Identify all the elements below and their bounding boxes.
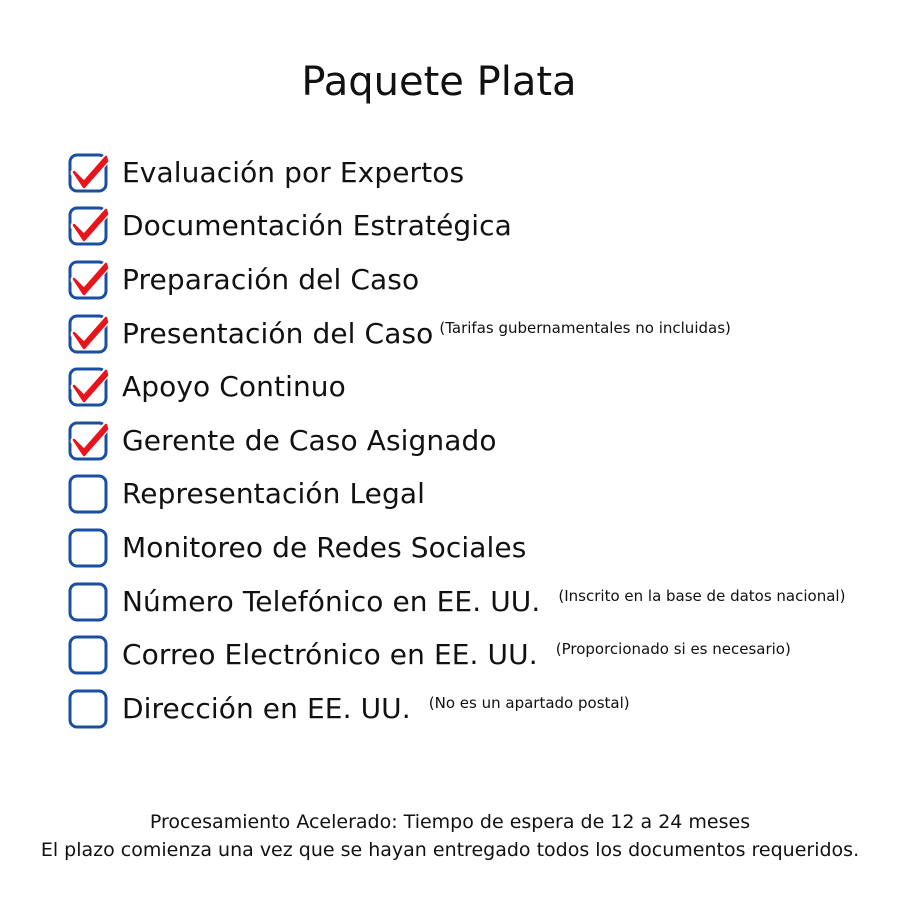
item-label: Gerente de Caso Asignado — [122, 423, 497, 457]
list-item — [68, 146, 845, 200]
checkbox[interactable] — [68, 206, 108, 246]
list-item — [68, 628, 845, 682]
item-label: Preparación del Caso — [122, 262, 420, 296]
checkbox-empty-icon — [68, 528, 108, 568]
item-label: Correo Electrónico en EE. UU. — [122, 638, 538, 672]
list-item — [68, 253, 845, 307]
list-item — [68, 414, 845, 468]
checkbox-frame — [70, 691, 106, 727]
checkbox-frame — [70, 637, 106, 673]
item-note: (Tarifas gubernamentales no incluidas) — [439, 318, 731, 337]
item-label: Documentación Estratégica — [122, 209, 512, 243]
list-item — [68, 468, 845, 522]
item-label: Apoyo Continuo — [122, 370, 346, 404]
checkbox-frame — [70, 530, 106, 566]
checkbox-empty-icon — [68, 635, 108, 675]
checkbox-checked-icon — [68, 367, 108, 407]
checkbox[interactable] — [68, 314, 108, 354]
item-label: Presentación del Caso — [122, 316, 434, 350]
checkbox[interactable] — [68, 367, 108, 407]
checkbox-frame — [70, 476, 106, 512]
item-note: (Proporcionado si es necesario) — [555, 640, 791, 659]
checkbox-checked-icon — [68, 206, 108, 246]
checkbox[interactable] — [68, 421, 108, 461]
footer-line-processing: Procesamiento Acelerado: Tiempo de espera de 12 a 24 meses — [149, 811, 751, 833]
list-item — [68, 682, 845, 736]
list-item — [68, 521, 845, 575]
item-label: Monitoreo de Redes Sociales — [122, 530, 527, 564]
item-note: (Inscrito en la base de datos nacional) — [558, 586, 846, 605]
checkbox-empty-icon — [68, 582, 108, 622]
page-title: Paquete Plata — [301, 59, 577, 105]
list-item — [68, 307, 845, 361]
item-label: Número Telefónico en EE. UU. — [122, 584, 541, 618]
checkbox[interactable] — [68, 260, 108, 300]
footer — [0, 808, 900, 864]
checkbox[interactable] — [68, 689, 108, 729]
checkbox-checked-icon — [68, 153, 108, 193]
list-item — [68, 575, 845, 629]
checkbox-checked-icon — [68, 314, 108, 354]
feature-checklist — [68, 146, 845, 736]
item-label: Representación Legal — [122, 477, 426, 511]
list-item — [68, 360, 845, 414]
checkbox-empty-icon — [68, 689, 108, 729]
footer-line-timeline: El plazo comienza una vez que se hayan entregado todos los documentos requeridos. — [40, 839, 860, 861]
checkbox[interactable] — [68, 153, 108, 193]
checkbox[interactable] — [68, 474, 108, 514]
checkbox-checked-icon — [68, 260, 108, 300]
checkbox-frame — [70, 584, 106, 620]
checkbox-empty-icon — [68, 474, 108, 514]
checkbox-checked-icon — [68, 421, 108, 461]
item-label: Dirección en EE. UU. — [122, 691, 411, 725]
checkbox[interactable] — [68, 528, 108, 568]
checkbox[interactable] — [68, 635, 108, 675]
item-note: (No es un apartado postal) — [428, 693, 630, 712]
item-label: Evaluación por Expertos — [122, 155, 465, 189]
list-item — [68, 200, 845, 254]
checkbox[interactable] — [68, 582, 108, 622]
